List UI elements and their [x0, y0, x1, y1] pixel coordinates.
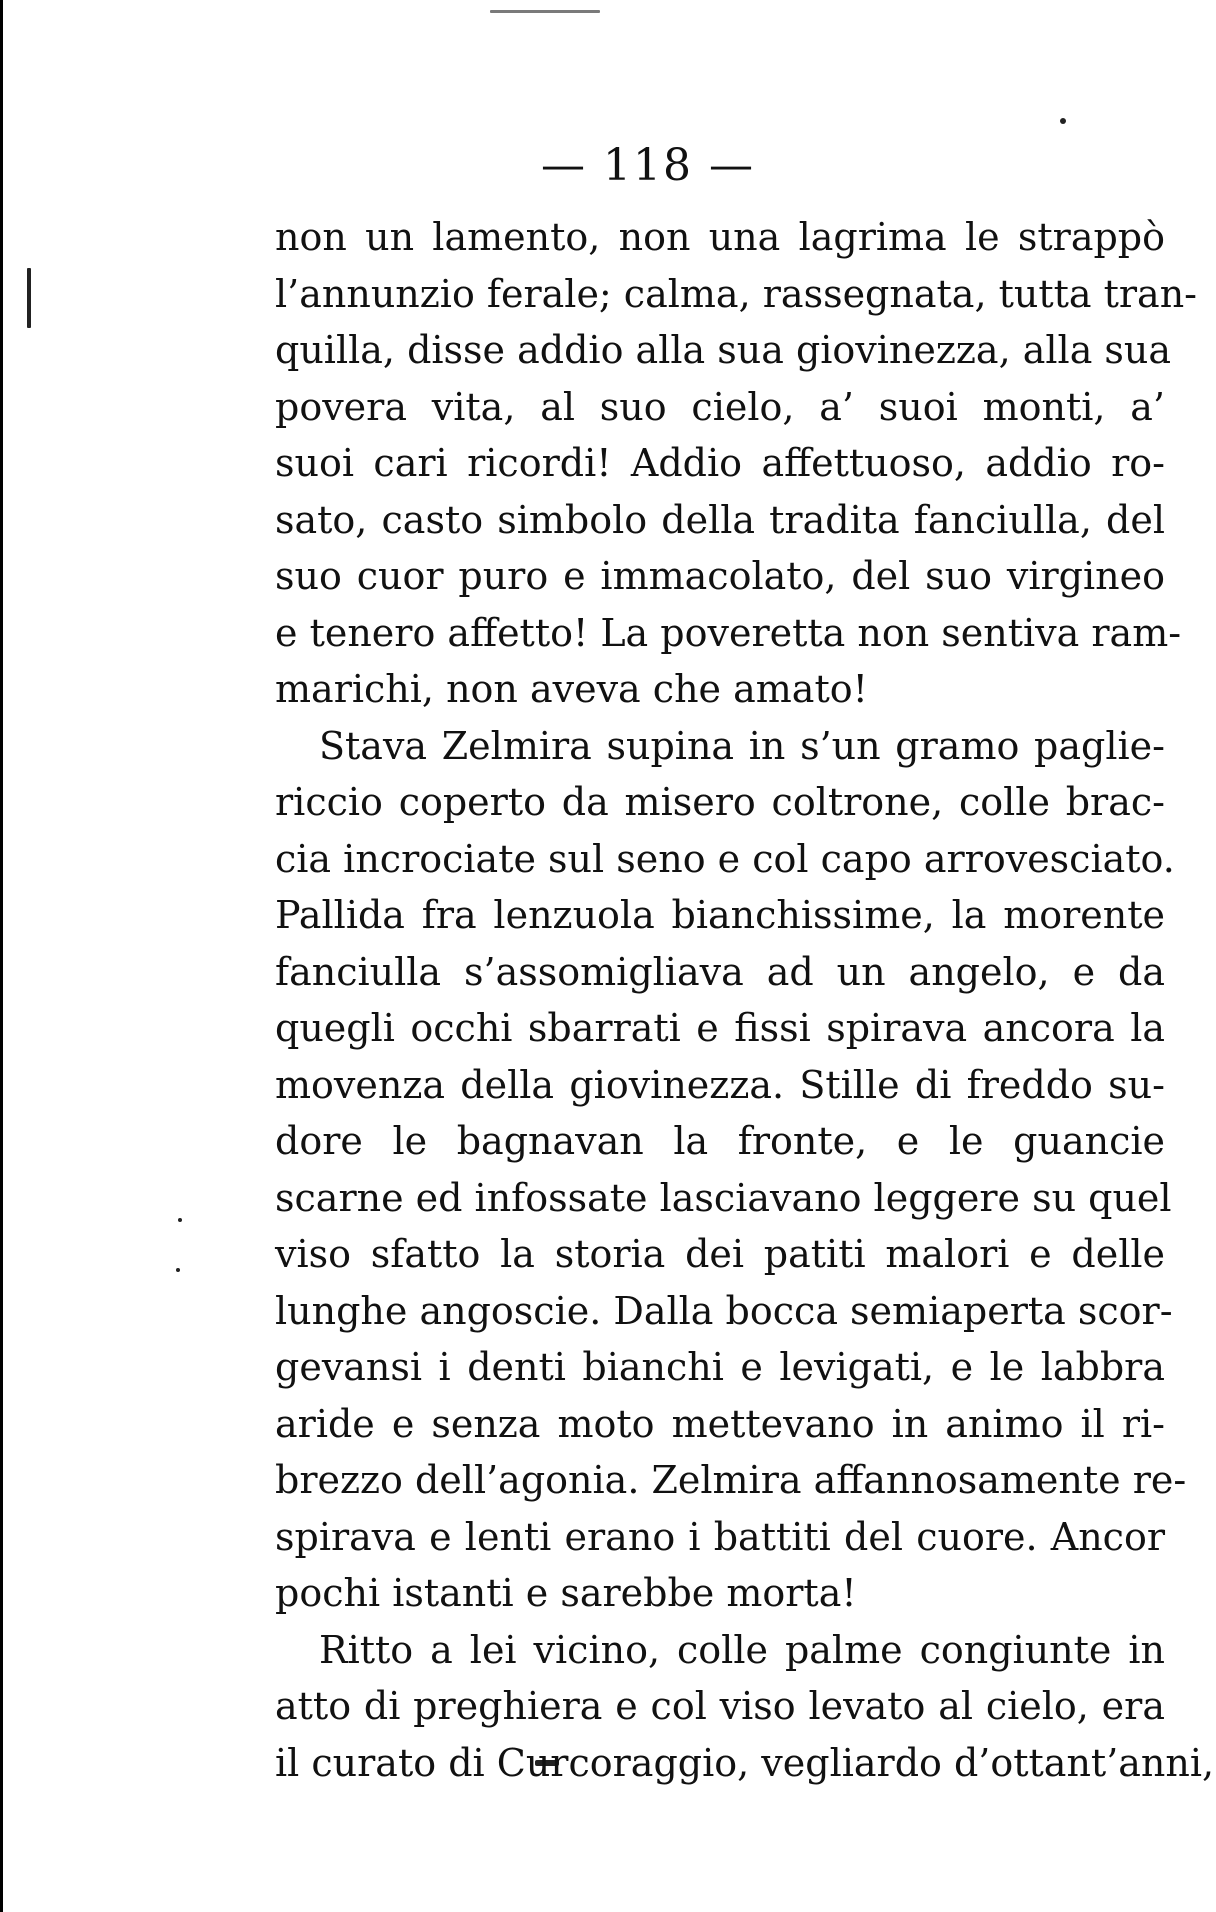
- scan-speck: [1060, 118, 1066, 124]
- text-line: suo cuor puro e immacolato, del suo virgineo: [275, 554, 1165, 598]
- text-line: pochi istanti e sarebbe morta!: [275, 1571, 857, 1615]
- scan-speck: [178, 1218, 182, 1222]
- text-line: suoi cari ricordi! Addio affettuoso, addio ro-: [275, 441, 1165, 485]
- text-line: fanciulla s’assomigliava ad un angelo, e da: [275, 949, 1165, 994]
- text-line: il curato di Curcoraggio, vegliardo d’ottant’anni,: [275, 1740, 1215, 1785]
- paragraph-start-line: Stava Zelmira supina in s’un gramo paglie-: [319, 723, 1165, 768]
- text-line: cia incrociate sul seno e col capo arrovesciato.: [275, 836, 1175, 881]
- text-line: scarne ed infossate lasciavano leggere su quel: [275, 1175, 1172, 1220]
- page-number: — 118 —: [541, 140, 755, 191]
- text-line: brezzo dell’agonia. Zelmira affannosamente re-: [275, 1458, 1187, 1502]
- body-text: [275, 209, 1215, 1791]
- text-line: povera vita, al suo cielo, a’ suoi monti, a’: [275, 384, 1165, 429]
- text-line: aride e senza moto mettevano in animo il ri-: [275, 1401, 1165, 1446]
- text-line: riccio coperto da misero coltrone, colle brac-: [275, 780, 1165, 824]
- text-line: marichi, non aveva che amato!: [275, 667, 868, 711]
- text-line: Pallida fra lenzuola bianchissime, la morente: [275, 893, 1165, 937]
- text-line: dore le bagnavan la fronte, e le guancie: [275, 1119, 1165, 1163]
- scan-speck: [176, 1268, 180, 1272]
- scan-speck: [490, 10, 600, 13]
- page-edge-shadow: [0, 0, 3, 1912]
- text-line: quilla, disse addio alla sua giovinezza, alla sua: [275, 328, 1172, 372]
- scan-speck: [27, 268, 31, 328]
- text-line: sato, casto simbolo della tradita fanciulla, del: [275, 497, 1165, 542]
- paragraph-start-line: Ritto a lei vicino, colle palme congiunte in: [319, 1627, 1165, 1672]
- text-line: spirava e lenti erano i battiti del cuore. Ancor: [275, 1514, 1165, 1559]
- text-line: l’annunzio ferale; calma, rassegnata, tutta tran-: [275, 271, 1198, 316]
- text-line: movenza della giovinezza. Stille di freddo su-: [275, 1062, 1165, 1107]
- text-line: e tenero affetto! La poveretta non sentiva ram-: [275, 610, 1182, 655]
- text-line: atto di preghiera e col viso levato al cielo, era: [275, 1684, 1165, 1728]
- text-line: quegli occhi sbarrati e fissi spirava ancora la: [275, 1006, 1165, 1050]
- text-line: lunghe angoscie. Dalla bocca semiaperta scor-: [275, 1288, 1173, 1333]
- text-line: gevansi i denti bianchi e levigati, e le labbra: [275, 1345, 1165, 1389]
- text-line: non un lamento, non una lagrima le strappò: [275, 215, 1165, 259]
- text-line: viso sfatto la storia dei patiti malori e delle: [275, 1232, 1165, 1276]
